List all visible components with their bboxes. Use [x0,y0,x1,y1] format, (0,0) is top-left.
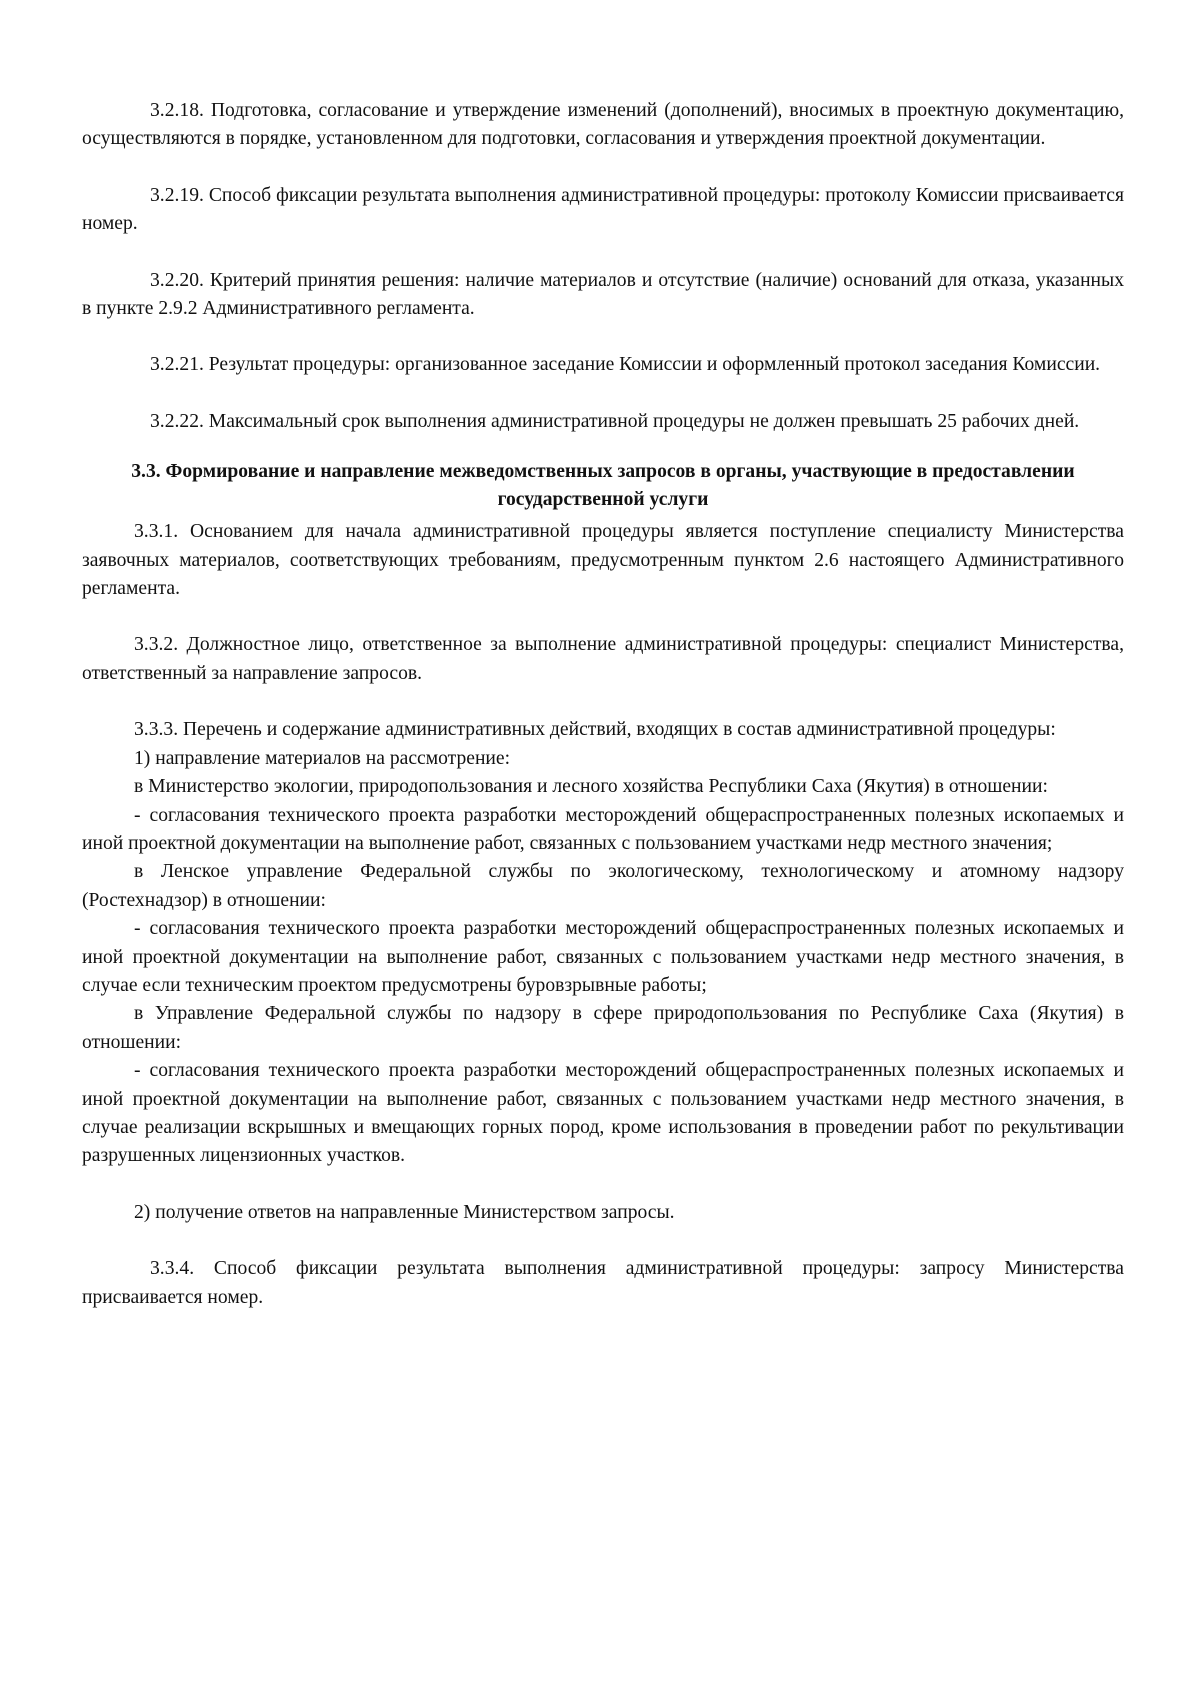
org-rostekhnadzor: в Ленское управление Федеральной службы по экологическому, технологическому и атомному надзору (Ростехнадзор) в отношении: [82,861,1124,911]
document-page [82,97,1124,1312]
paragraph-3-3-3: 3.3.3. Перечень и содержание административных действий, входящих в состав административной процедуры: [134,719,1056,741]
paragraph-3-3-2: 3.3.2. Должностное лицо, ответственное за выполнение административной процедуры: специалист Министерства, ответственный за направление запросов. [82,634,1124,684]
org-ministry-ecology: в Министерство экологии, природопользования и лесного хозяйства Республики Саха (Якутия) в отношении: [134,776,1048,798]
paragraph-3-2-19: 3.2.19. Способ фиксации результата выполнения административной процедуры: протоколу Комиссии присваивается номер. [82,184,1124,235]
paragraph-3-2-22: 3.2.22. Максимальный срок выполнения административной процедуры не должен превышать 25 рабочих дней. [150,410,1080,432]
paragraph-3-3-1: 3.3.1. Основанием для начала административной процедуры является поступление специалисту Министерства заявочных материалов, соответствующих требованиям, предусмотренным пунктом 2.6 настоящего Административного регламента. [82,521,1124,600]
org-rosprirodnadzor-item: - согласования технического проекта разработки месторождений общераспространенных полезных ископаемых и иной проектной документации на выполнение работ, связанных с пользованием участками недр местного значения, в случае реализации вскрышных и вмещающих горных пород, кроме использования в проведении работ по рекультивации разрушенных лицензионных участков. [82,1060,1124,1167]
list-item-2: 2) получение ответов на направленные Министерством запросы. [134,1201,675,1223]
section-heading-3-3: 3.3. Формирование и направление межведомственных запросов в органы, участвующие в предоставлении государственной услуги [131,461,1075,511]
paragraph-3-2-20: 3.2.20. Критерий принятия решения: наличие материалов и отсутствие (наличие) оснований для отказа, указанных в пункте 2.9.2 Административного регламента. [82,269,1124,320]
paragraph-3-3-4: 3.3.4. Способ фиксации результата выполнения административной процедуры: запросу Министерства присваивается номер. [82,1258,1124,1308]
list-item-1: 1) направление материалов на рассмотрение: [134,747,511,769]
org-rostekhnadzor-item: - согласования технического проекта разработки месторождений общераспространенных полезных ископаемых и иной проектной документации на выполнение работ, связанных с пользованием участками недр местного значения, в случае если техническим проектом предусмотрены буровзрывные работы; [82,918,1124,996]
org-ministry-ecology-item: - согласования технического проекта разработки месторождений общераспространенных полезных ископаемых и иной проектной документации на выполнение работ, связанных с пользованием участками недр местного значения; [82,804,1124,854]
org-rosprirodnadzor: в Управление Федеральной службы по надзору в сфере природопользования по Республике Саха (Якутия) в отношении: [82,1003,1124,1053]
paragraph-3-2-21: 3.2.21. Результат процедуры: организованное заседание Комиссии и оформленный протокол заседания Комиссии. [150,354,1101,376]
paragraph-3-2-18: 3.2.18. Подготовка, согласование и утверждение изменений (дополнений), вносимых в проектную документацию, осуществляются в порядке, установленном для подготовки, согласования и утверждения проектной документации. [82,100,1124,150]
